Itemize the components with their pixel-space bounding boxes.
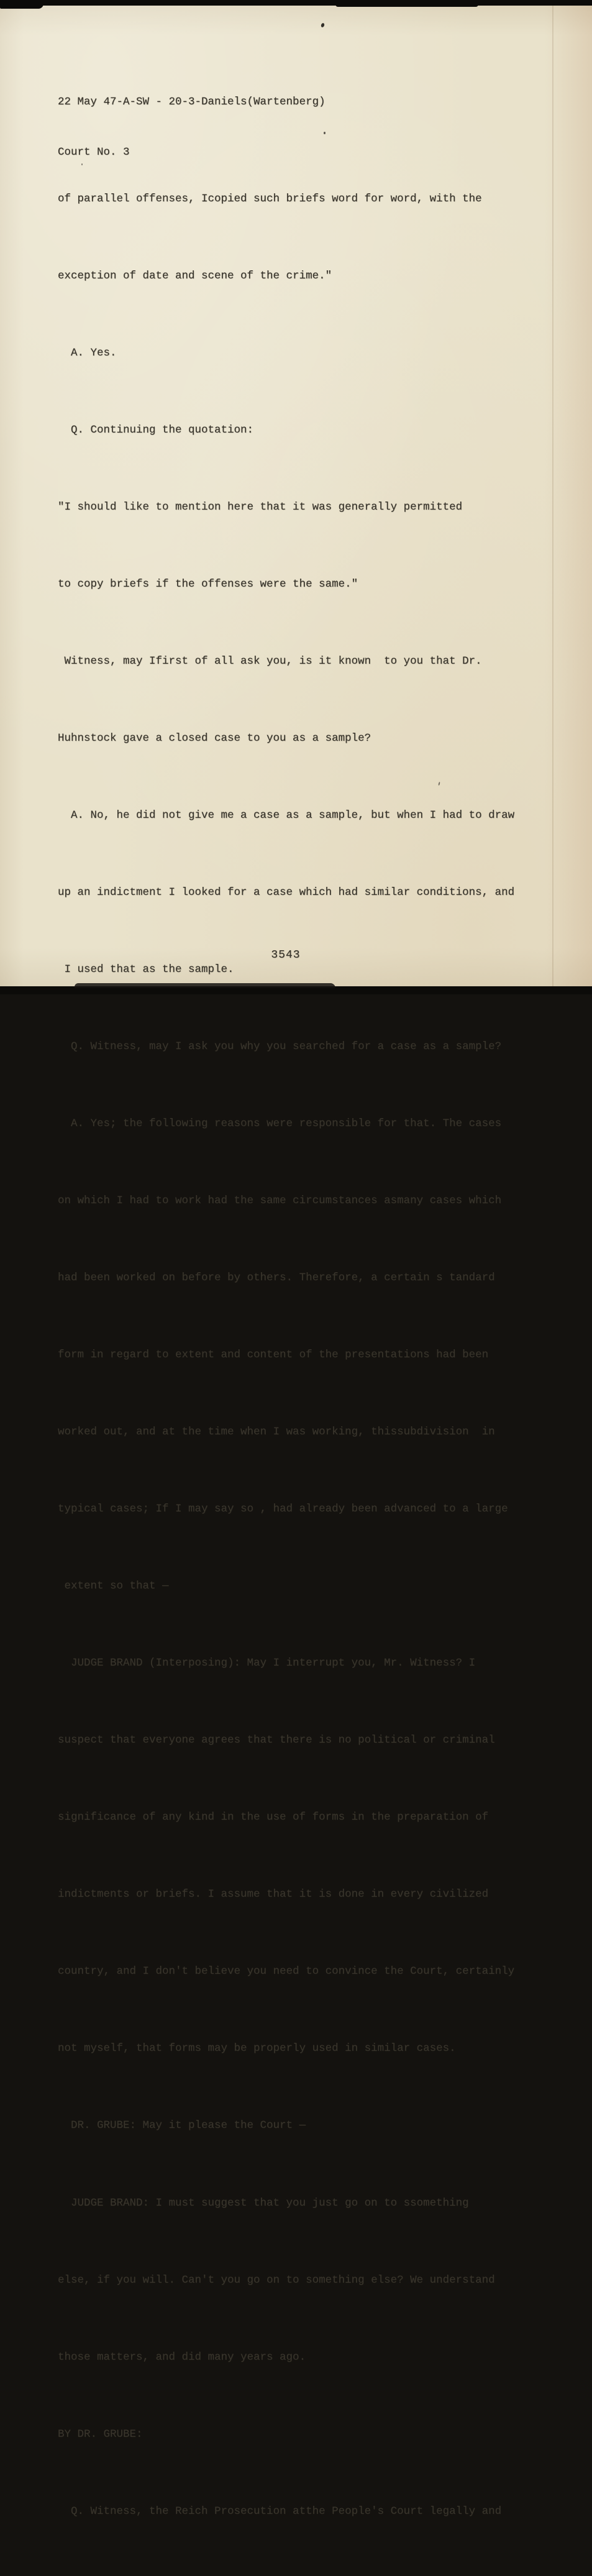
page-number: 3543 [271, 949, 301, 961]
transcript-line: on which I had to work had the same circumstances asmany cases which [58, 1194, 502, 1208]
transcript-line: extent so that — [58, 1580, 169, 1593]
transcript-line: else, if you will. Can't you go on to something else? We understand [58, 2273, 495, 2286]
scan-edge-artifact [75, 983, 335, 988]
transcript-body [58, 135, 567, 2576]
transcript-line: DR. GRUBE: May it please the Court — [58, 2119, 306, 2132]
ink-speck [81, 163, 83, 165]
transcript-line: "I should like to mention here that it was generally permitted [58, 500, 463, 513]
transcript-line: Witness, may Ifirst of all ask you, is it known to you that Dr. [58, 654, 482, 667]
header-dictation-line: 22 May 47-A-SW - 20-3-Daniels(Wartenberg) [58, 96, 326, 108]
transcript-line: had been worked on before by others. Therefore, a certain s tandard [58, 1272, 495, 1285]
transcript-line: to copy briefs if the offenses were the same." [58, 577, 358, 590]
transcript-line: A. Yes; the following reasons were responsible for that. The cases [58, 1117, 502, 1130]
transcript-line: I used that as the sample. [58, 963, 234, 976]
transcript-line: Q. Witness, the Reich Prosecution atthe People's Court legally and [58, 2505, 502, 2518]
transcript-line: indictments or briefs. I assume that it is done in every civilized [58, 1888, 489, 1901]
transcript-line: significance of any kind in the use of forms in the preparation of [58, 1811, 489, 1824]
transcript-line: country, and I don't believe you need to convince the Court, certainly [58, 1965, 515, 1978]
transcript-line: Q. Continuing the quotation: [58, 423, 254, 436]
transcript-line: exception of date and scene of the crime." [58, 269, 332, 282]
transcript-line: Q. Witness, may I ask you why you searched for a case as a sample? [58, 1040, 502, 1053]
transcript-line: not myself, that forms may be properly used in similar cases. [58, 2042, 456, 2055]
transcript-line: of parallel offenses, Icopied such briefs word for word, with the [58, 192, 482, 205]
scan-edge-artifact [335, 0, 478, 7]
transcript-line: A. Yes. [58, 346, 117, 359]
transcript-line: Huhnstock gave a closed case to you as a sample? [58, 731, 371, 745]
scan-edge-top [0, 0, 592, 6]
paper-sheet [0, 6, 592, 2518]
transcript-line: typical cases; If I may say so , had already been advanced to a large [58, 1503, 508, 1516]
transcript-line: A. No, he did not give me a case as a sample, but when I had to draw [58, 809, 515, 822]
transcript-line: JUDGE BRAND (Interposing): May I interrupt you, Mr. Witness? I [58, 1657, 476, 1670]
transcript-line: form in regard to extent and content of the presentations had been [58, 1349, 489, 1362]
transcript-line: up an indictment I looked for a case which had similar conditions, and [58, 886, 515, 899]
ink-speck [321, 22, 325, 27]
header-court-line: Court No. 3 [58, 146, 130, 158]
transcript-line: JUDGE BRAND: I must suggest that you just go on to ssomething [58, 2196, 469, 2209]
transcript-line: BY DR. GRUBE: [58, 2427, 143, 2441]
transcript-line: worked out, and at the time when I was working, thissubdivision in [58, 1426, 495, 1439]
transcript-line: those matters, and did many years ago. [58, 2350, 306, 2363]
transcript-line: suspect that everyone agrees that there is no political or criminal [58, 1734, 495, 1747]
scan-edge-artifact [0, 0, 43, 9]
ink-speck [324, 132, 326, 134]
